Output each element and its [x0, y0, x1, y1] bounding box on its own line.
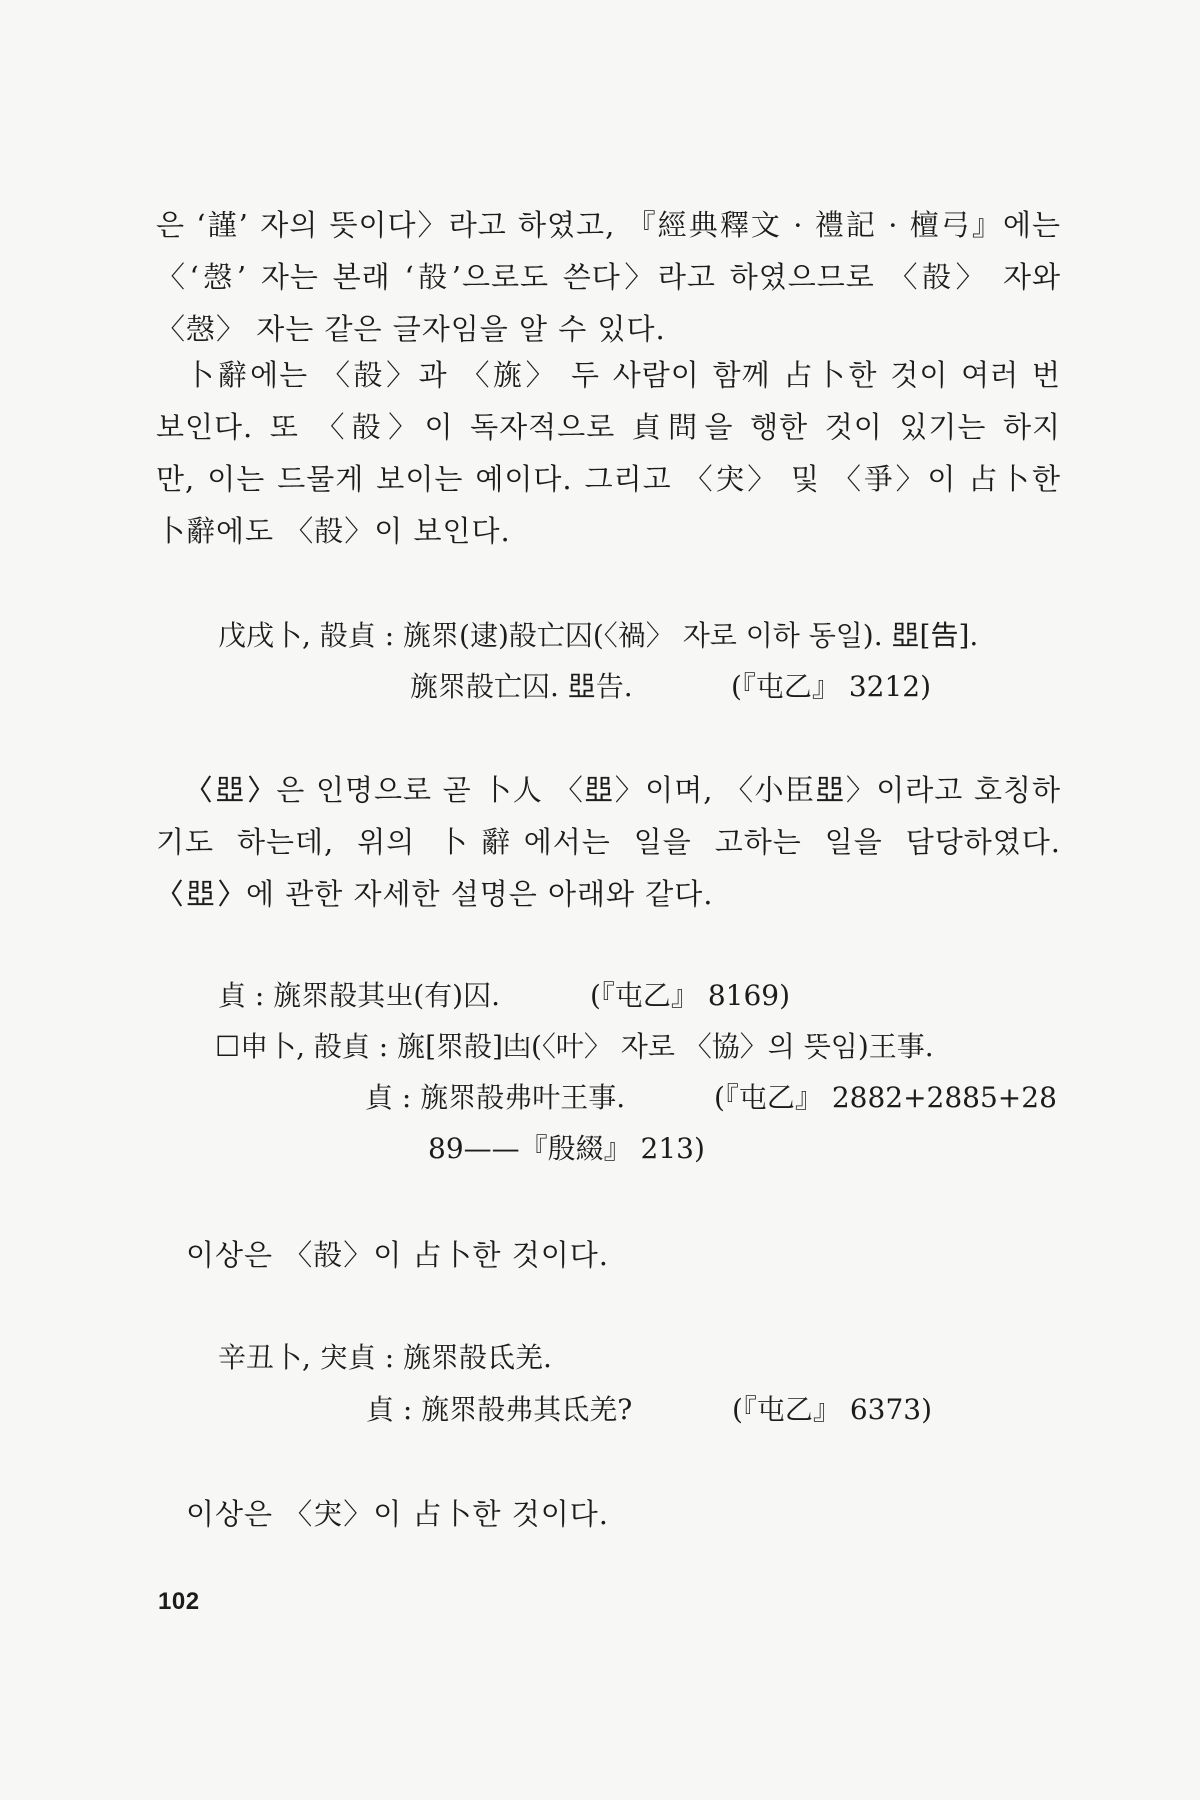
paragraph-2-line-1: 卜辭에는 〈㱿〉과 〈旐〉 두 사람이 함께 占卜한 것이 여러 번 [185, 358, 1061, 392]
paragraph-3-line-3: 〈𠁁〉에 관한 자세한 설명은 아래와 같다. [156, 877, 714, 911]
example-3-line-1: 辛丑卜, 宊貞 : 旐眔㱿氐羌. [218, 1341, 552, 1374]
paragraph-1-line-1: 은 ‘謹’ 자의 뜻이다〉라고 하였고, 『經典釋文 · 禮記 · 檀弓』에는 [156, 208, 1061, 242]
paragraph-2-line-3: 만, 이는 드물게 보이는 예이다. 그리고 〈宊〉 및 〈爭〉이 占卜한 [156, 462, 1061, 496]
paragraph-1-line-3: 〈愨〉 자는 같은 글자임을 알 수 있다. [156, 312, 666, 346]
example-2-line-3: 貞 : 旐眔㱿弗叶王事. [365, 1081, 626, 1114]
example-1-source: (『屯乙』 3212) [731, 670, 932, 703]
example-2-line-4: 89——『殷綴』 213) [428, 1132, 705, 1165]
paragraph-2-line-2: 보인다. 또 〈㱿〉이 독자적으로 貞問을 행한 것이 있기는 하지 [156, 410, 1061, 444]
example-3-line-2: 貞 : 旐眔㱿弗其氐羌? [366, 1393, 633, 1426]
example-2-line-2: ☐申卜, 㱿貞 : 旐[眔㱿]凷(〈叶〉 자로 〈協〉의 뜻임)王事. [215, 1030, 934, 1063]
summary-1: 이상은 〈㱿〉이 占卜한 것이다. [186, 1238, 609, 1272]
summary-2: 이상은 〈宊〉이 占卜한 것이다. [186, 1497, 609, 1531]
paragraph-3-line-2: 기도 하는데, 위의 卜辭에서는 일을 고하는 일을 담당하였다. [156, 825, 1061, 859]
paragraph-2-line-4: 卜辭에도 〈㱿〉이 보인다. [156, 514, 511, 548]
example-3-source: (『屯乙』 6373) [732, 1393, 933, 1426]
page-number: 102 [158, 1588, 200, 1615]
paragraph-1-line-2: 〈‘愨’ 자는 본래 ‘㱿’으로도 쓴다〉라고 하였으므로 〈㱿〉 자와 [156, 260, 1061, 294]
example-2-line-1: 貞 : 旐眔㱿其㞢(有)囚. [218, 979, 500, 1012]
paragraph-3-line-1: 〈𠁁〉은 인명으로 곧 卜人 〈𠁁〉이며, 〈小臣𠁁〉이라고 호칭하 [185, 773, 1061, 807]
example-2-line-1-source: (『屯乙』 8169) [590, 979, 791, 1012]
example-1-line-1: 戊戌卜, 㱿貞 : 旐眔(逮)㱿亡囚(〈禍〉 자로 이하 동일). 𠁁[告]. [218, 619, 979, 652]
example-2-line-3-source: (『屯乙』 2882+2885+28 [714, 1081, 1057, 1114]
example-1-line-2: 旐眔㱿亡囚. 𠁁告. [410, 670, 633, 703]
